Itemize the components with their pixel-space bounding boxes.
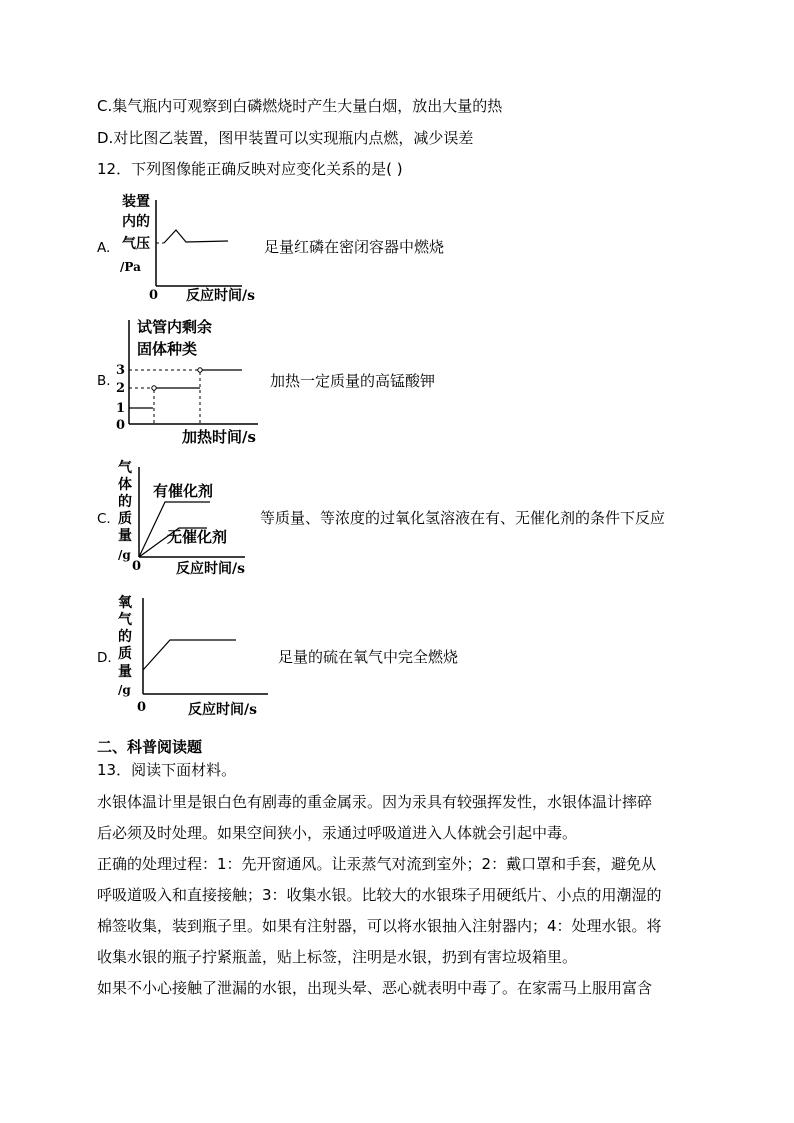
graph-d-ylabel-3: 的 [118,629,132,645]
graph-b [110,314,280,449]
graph-a-origin: 0 [149,288,159,303]
graph-c-series-2: 无催化剂 [167,528,228,546]
option-d-desc: 足量的硫在氧气中完全燃烧 [278,648,459,666]
option-b-desc: 加热一定质量的高锰酸钾 [270,372,436,390]
graph-b-ylabel-1: 试管内剩余 [137,318,213,336]
graph-c-series-1: 有催化剂 [153,482,214,500]
option-c-desc: 等质量、等浓度的过氧化氢溶液在有、无催化剂的条件下反应 [260,509,666,527]
graph-d-ylabel-5: 量 [118,664,132,680]
option-a-letter: A. [97,240,111,256]
graph-c-ylabel-2: 体 [118,477,132,493]
graph-c-xlabel: 反应时间/s [176,561,245,577]
paragraph-line: 水银体温计里是银白色有剧毒的重金属汞。因为汞具有较强挥发性，水银体温计摔碎 [97,793,653,811]
option-b-letter: B. [97,373,111,389]
question-13: 13．阅读下面材料。 [97,761,237,779]
paragraph-line: 后必须及时处理。如果空间狭小，汞通过呼吸道进入人体就会引起中毒。 [97,824,578,842]
graph-b-point-2 [152,386,156,390]
graph-d-ylabel-6: /g [118,683,131,697]
reading-paragraph [97,787,697,1004]
graph-b-point-3 [198,368,202,372]
option-c-text: C.集气瓶内可观察到白磷燃烧时产生大量白烟，放出大量的热 [97,97,503,115]
graph-b-ylabel-2: 固体种类 [137,340,198,358]
graph-d-xlabel: 反应时间/s [188,702,257,718]
paragraph-line: 如果不小心接触了泄漏的水银，出现头晕、恶心就表明中毒了。在家需马上服用富含 [97,979,653,997]
graph-a-ylabel-4: /Pa [120,260,141,274]
graph-c-origin: 0 [132,559,142,574]
graph-c-ylabel-5: 量 [118,528,132,544]
graph-c-ylabel-4: 质 [118,511,132,527]
graph-b-tick-1: 1 [116,401,126,416]
graph-b-xlabel: 加热时间/s [182,428,256,446]
graph-d-ylabel-2: 气 [118,612,132,628]
option-c-letter: C. [97,511,111,527]
graph-c-ylabel-6: /g [118,548,131,562]
graph-a [110,190,270,310]
graph-d-ylabel-1: 氧 [118,595,132,611]
paragraph-line: 正确的处理过程：1：先开窗通风。让汞蒸气对流到室外；2：戴口罩和手套，避免从 [97,855,657,873]
option-a-desc: 足量红磷在密闭容器中燃烧 [264,238,445,256]
paragraph-line: 呼吸道吸入和直接接触；3：收集水银。比较大的水银珠子用硬纸片、小点的用潮湿的 [97,886,662,904]
option-d-letter: D. [97,650,112,666]
paragraph-line: 收集水银的瓶子拧紧瓶盖，贴上标签，注明是水银，扔到有害垃圾箱里。 [97,948,578,966]
graph-b-tick-3: 3 [116,363,126,378]
option-d-text: D.对比图乙装置，图甲装置可以实现瓶内点燃，减少误差 [97,129,474,147]
graph-b-tick-2: 2 [116,381,126,396]
graph-c-ylabel-1: 气 [118,460,132,476]
graph-d-curve [143,640,236,670]
graph-c-ylabel-3: 的 [118,494,132,510]
paragraph-line: 棉签收集，装到瓶子里。如果有注射器，可以将水银抽入注射器内；4：处理水银。将 [97,917,662,935]
graph-b-tick-0: 0 [116,418,126,433]
graph-d-origin: 0 [137,700,147,715]
graph-a-curve [164,230,228,243]
graph-d [110,590,280,720]
graph-a-ylabel-3: 气压 [122,236,150,252]
section-heading: 二、科普阅读题 [97,738,203,756]
graph-a-ylabel-1: 装置 [122,194,150,210]
graph-a-xlabel: 反应时间/s [186,288,255,304]
graph-d-ylabel-4: 质 [118,646,132,662]
graph-c [110,455,270,585]
question-12: 12．下列图像能正确反映对应变化关系的是( ) [97,160,403,178]
graph-a-ylabel-2: 内的 [122,214,150,230]
